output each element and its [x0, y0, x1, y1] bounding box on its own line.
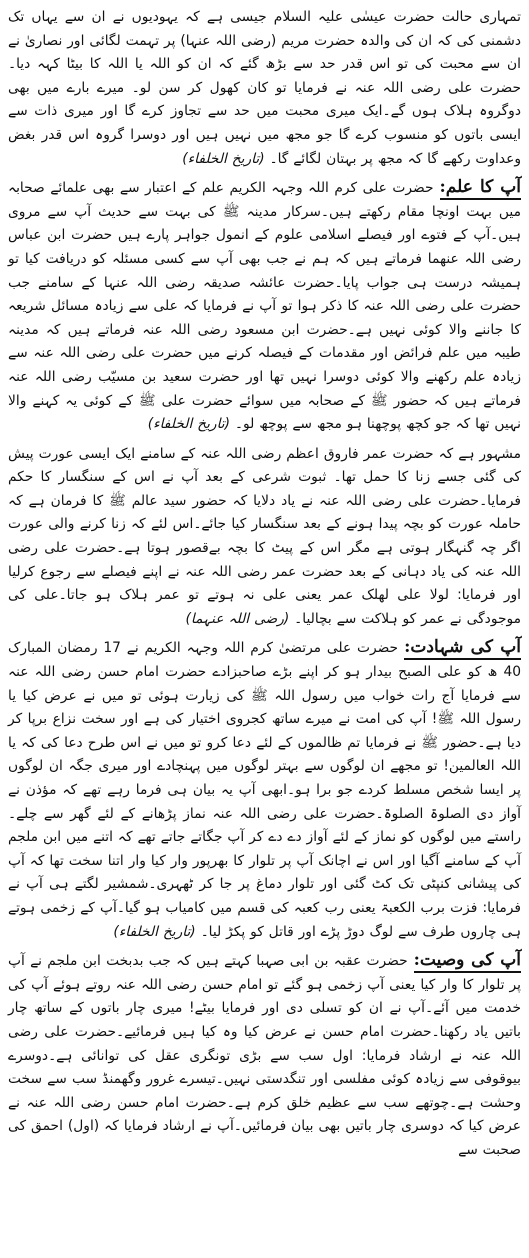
section-heading-ilm: آپ کا علم:	[440, 177, 521, 200]
paragraph-text: حضرت علی کرم اللہ وجہہ الکریم علم کے اعتبار سے بھی علمائے صحابہ میں بہت اونچا مقام رکھتے ہیں۔سرکار مدینہ ﷺ کی بہت سے حدیث آپ سے مروی ہیں۔آپ کے فتوے اور فیصلے اسلامی علوم کے انمول جواہر پارے ہیں حضرت ابن عباس رضی اللہ عنھما فرماتے ہیں کہ ہم نے جب بھی آپ سے کسی مسئلہ کو دریافت کیا تو ہمیشہ درست ہی جواب پایا۔حضرت عائشہ صدیقہ رضی اللہ عنہا کے سامنے جب حضرت علی رضی اللہ عنہ کا ذکر ہوا تو آپ نے فرمایا کہ علی سے زیادہ مسائل شریعہ کا جاننے والا کوئی نہیں ہے۔حضرت ابن مسعود رضی اللہ عنہ فرماتے ہیں کہ مدینہ طیبہ میں علم فرائض اور مقدمات کے فیصلہ کرنے میں حضرت علی رضی اللہ عنہ سے زیادہ علم رکھنے والا کوئی دوسرا نہیں تھا اور حضرت سعید بن مسیّب رضی اللہ عنہ فرماتے ہیں کہ حضور ﷺ کے صحابہ میں سوائے حضرت علی ﷺ کے کوئی یہ کہنے والا نہیں تھا کہ جو کچھ پوچھنا ہو مجھ سے پوچھ لو۔	[8, 180, 521, 433]
reference-citation: (رضی اللہ عنہما)	[185, 610, 290, 627]
reference-citation: (تاریخ الخلفاء)	[113, 923, 196, 940]
reference-citation: (تاریخ الخلفاء)	[182, 150, 265, 167]
paragraph-text: حضرت علی مرتضیٰ کرم اللہ وجہہ الکریم نے 17 رمضان المبارک 40 ھ کو علی الصبح بیدار ہو کر اپنے بڑے صاحبزادے حضرت امام حسن رضی اللہ عنہ سے فرمایا آج رات خواب میں رسول اللہ ﷺ کی زیارت ہوئی تو میں نے عرض کیا یا رسول اللہ ﷺ! آپ کی امت نے میرے ساتھ کجروی اختیار کی ہے اور سخت نزاع برپا کر دیا ہے۔حضور ﷺ نے فرمایا تم ظالموں کے لئے دعا کرو تو میں نے اس طرح دعا کی کہ یا اللہ العالمین! تو مجھے ان لوگوں سے بہتر لوگوں میں پہنچادے اور میری جگہ ان لوگوں پر ایسا شخص مسلط کردے جو برا ہو۔ابھی آپ یہ بیان ہی فرما رہے تھے کہ مؤذن نے آواز دی الصلوۃ الصلوۃ۔حضرت علی رضی اللہ عنہ نماز پڑھانے کے لئے گھر سے چلے۔راستے میں لوگوں کو نماز کے لئے آواز دے دے کر آپ جگاتے جاتے تھے کہ اتنے میں ابن ملجم آپ کے سامنے آگیا اور اس نے اچانک آپ پر تلوار کا بھرپور وار کیا وار اتنا سخت تھا کہ آپ کی پیشانی کنپٹی تک کٹ گئی اور تلوار دماغ پر جا کر ٹھہری۔شمشیر لگتے ہی آپ نے فرمایا: فزت برب الکعبۃ یعنی رب کعبہ کی قسم میں کامیاب ہو گیا۔آپ کے زخمی ہوتے ہی چاروں طرف سے لوگ دوڑ پڑے اور قاتل کو پکڑ لیا۔	[8, 640, 521, 940]
paragraph-intro	[8, 6, 521, 171]
section-heading-wasiyyat: آپ کی وصیت:	[414, 950, 521, 973]
section-heading-shahadat: آپ کی شہادت:	[404, 637, 521, 660]
paragraph-ilm	[8, 177, 521, 437]
paragraph-text: مشہور ہے کہ حضرت عمر فاروق اعظم رضی اللہ عنہ کے سامنے ایک ایسی عورت پیش کی گئی جسے زنا کا حمل تھا۔ ثبوت شرعی کے بعد آپ نے اس کے سنگسار کا حکم فرمایا۔حضرت علی رضی اللہ عنہ نے یاد دلایا کہ حضور سید عالم ﷺ کا فرمان ہے کہ حاملہ عورت کو بچہ پیدا ہونے کے بعد سنگسار کیا جائے۔اس لئے کہ زنا کرنے والی عورت اگر چہ گنہگار ہوتی ہے مگر اس کے پیٹ کا بچہ بےقصور ہوتا ہے۔حضرت علی رضی اللہ عنہ کی یاد دہانی کے بعد حضرت عمر رضی اللہ عنہ نے اپنے فیصلے سے رجوع کرلیا اور فرمایا: لولا علی لھلک عمر یعنی علی نہ ہوتے تو عمر ہلاک ہو جاتا۔علی کی موجودگی نے عمر کو ہلاکت سے بچالیا۔	[8, 445, 521, 627]
paragraph-text: حضرت عقبہ بن ابی صہبا کہتے ہیں کہ جب بدبخت ابن ملجم نے آپ پر تلوار کا وار کیا یعنی آپ زخمی ہو گئے تو امام حسن رضی اللہ عنہ روتے ہوئے آپ کی خدمت میں آئے۔آپ نے ان کو تسلی دی اور فرمایا بیٹے! میری چار باتوں کے ساتھ چار باتیں یاد رکھنا۔حضرت امام حسن نے عرض کیا وہ کیا ہیں فرمائیے۔حضرت علی رضی اللہ عنہ نے ارشاد فرمایا: اول سب سے بڑی تونگری عقل کی توانائی ہے۔دوسرے بیوقوفی سے زیادہ کوئی مفلسی اور تنگدستی نہیں۔تیسرے غرور وگھمنڈ سب سے سخت وحشت ہے۔چوتھے سب سے عظیم خلق کرم ہے۔حضرت امام حسن رضی اللہ عنہ نے عرض کیا کہ دوسری چار باتیں بھی بیان فرمائیں۔آپ نے ارشاد فرمایا کہ (اول) احمق کی صحبت سے	[8, 953, 521, 1158]
paragraph-wasiyyat	[8, 950, 521, 1162]
paragraph-shahadat	[8, 637, 521, 944]
reference-citation: (تاریخ الخلفاء)	[147, 416, 231, 433]
paragraph-qissa	[8, 443, 521, 632]
paragraph-text: تمہاری حالت حضرت عیسٰی علیہ السلام جیسی ہے کہ یہودیوں نے ان سے یہاں تک دشمنی کی کہ ان کی والدہ حضرت مریم (رضی اللہ عنہا) پر تہمت لگائی اور نصاریٰ نے ان سے محبت کی تو اس قدر حد سے بڑھ گئے کہ ان کو اللہ یا اللہ کا بیٹا کہہ دیا۔حضرت علی رضی اللہ عنہ نے فرمایا تو کان کھول کر سن لو۔ میرے بارے میں بھی دوگروہ ہلاک ہوں گے۔ایک میری محبت میں حد سے تجاوز کرے گا اور میری ذات سے ایسی باتوں کو منسوب کرے گا جو مجھ میں نہیں ہیں اور دوسرا گروہ اس قدر بغض وعداوت رکھے گا کہ مجھ پر بہتان لگائے گا۔	[8, 9, 521, 167]
